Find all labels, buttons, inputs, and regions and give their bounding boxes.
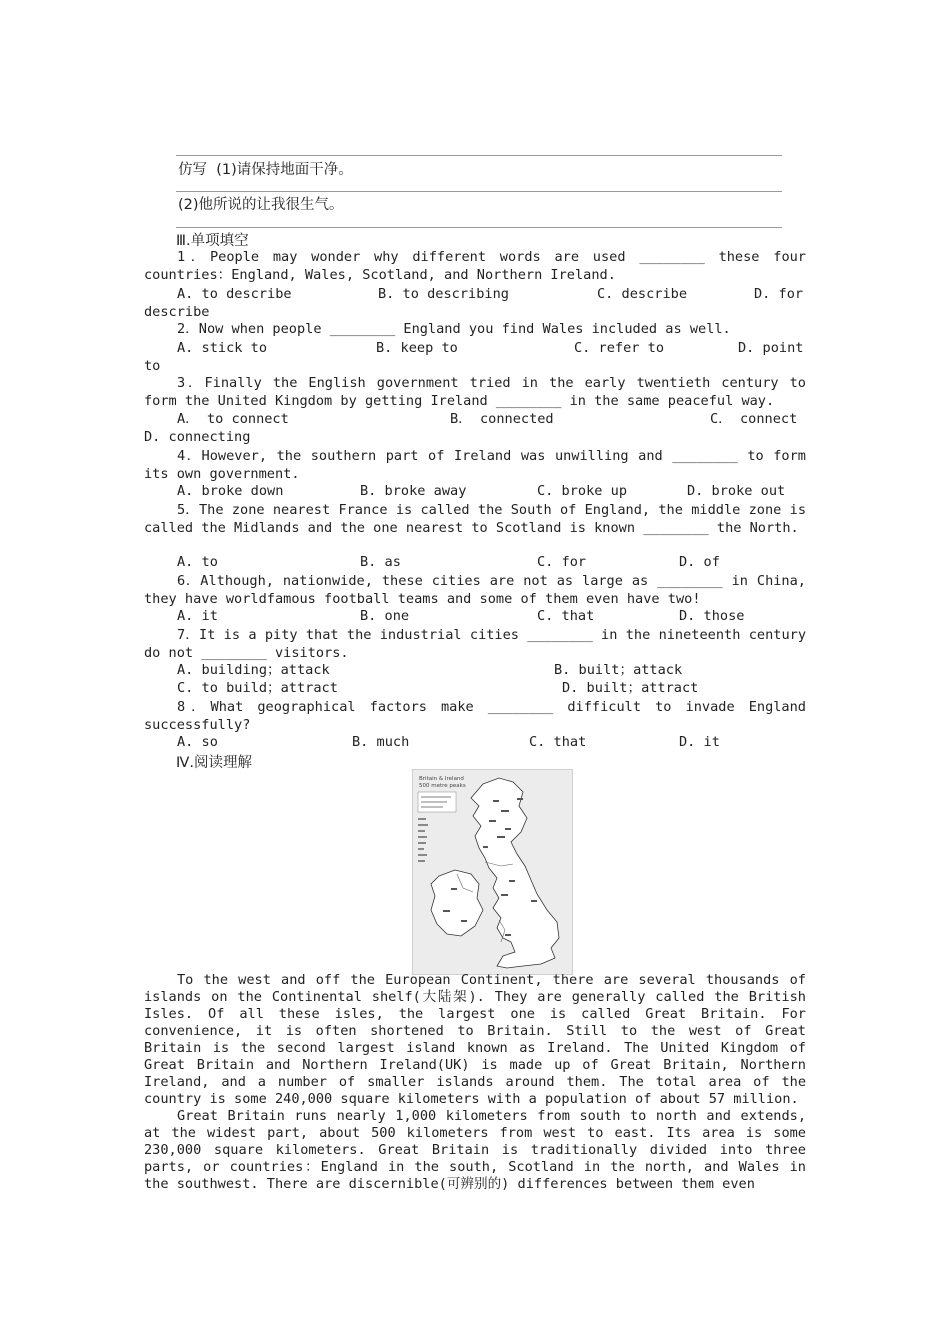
question-6-stem: 6．Although, nationwide, these cities are not as large as ________ in China, they have worldfamous football teams and some of them even have two! xyxy=(144,573,806,607)
option-a: A. building；attack xyxy=(177,662,330,678)
question-1-stem: 1．People may wonder why different words are used ________ these four countries：England, Wales, Scotland, and Northern Ireland. xyxy=(144,249,806,283)
translation-item-2 xyxy=(178,193,344,214)
question-7-options xyxy=(144,661,806,697)
answer-line-1 xyxy=(176,191,782,192)
question-3-stem: 3．Finally the English government tried in the early twentieth century to form the United Kingdom by getting Ireland ________ in the same peaceful way. xyxy=(144,375,806,409)
translation-item-2-text: (2)他所说的让我很生气。 xyxy=(178,197,344,213)
answer-line-top xyxy=(176,155,782,156)
option-b: B. built；attack xyxy=(554,662,683,678)
question-3-options xyxy=(144,410,806,446)
option-c: C． connect xyxy=(710,411,798,427)
reading-passage xyxy=(144,972,806,1193)
section-4-title: Ⅳ.阅读理解 xyxy=(176,755,252,771)
question-4 xyxy=(144,447,806,483)
option-c: C. refer to xyxy=(574,340,665,356)
option-b: B. keep to xyxy=(376,340,458,356)
great-britain-shape xyxy=(471,778,559,968)
option-d: D. built；attract xyxy=(562,680,699,696)
paragraph-1: To the west and off the European Continent, there are several thousands of islands on the Continental shelf(大陆架). They are generally called the British Isles. Of all these isles, the largest one is called Great Britain. For convenience, it is often shortened to Britain. Still to the west of Great Britain is the second largest island known as Ireland. The United Kingdom of Great Britain and Northern Ireland(UK) is made up of Great Britain, Northern Ireland, and a number of smaller islands around them. The total area of the country is some 240,000 square kilometers with a population of about 57 million. xyxy=(144,972,806,1107)
option-c: C. to build；attract xyxy=(177,680,338,696)
map-legend-list xyxy=(418,818,428,862)
map-title-1: Britain & Ireland xyxy=(419,776,464,782)
option-d: D. broke out xyxy=(687,483,786,499)
option-c: C. describe xyxy=(597,286,688,302)
section-3-title: Ⅲ.单项填空 xyxy=(176,233,249,249)
question-3 xyxy=(144,374,806,410)
option-d: D. connecting xyxy=(144,429,251,445)
question-1-options xyxy=(144,285,806,321)
option-a: A. to describe xyxy=(177,286,292,302)
question-6 xyxy=(144,572,806,608)
option-a: A. broke down xyxy=(177,483,284,499)
option-d: D. those xyxy=(679,608,745,624)
question-2-options xyxy=(144,339,806,375)
option-b: B. one xyxy=(360,608,410,624)
option-b: B. much xyxy=(352,734,410,750)
question-8-options xyxy=(144,733,806,751)
option-b: B． connected xyxy=(450,411,554,427)
question-2 xyxy=(144,320,806,338)
option-c: C. that xyxy=(537,608,595,624)
option-b: B. as xyxy=(360,554,401,570)
question-8-stem: 8．What geographical factors make ________ difficult to invade England successfully? xyxy=(144,699,806,733)
option-c: C. broke up xyxy=(537,483,628,499)
option-b: B. to describing xyxy=(378,286,509,302)
option-a: A. stick to xyxy=(177,340,268,356)
map-graphic xyxy=(413,770,572,974)
map-title-2: 500 metre peaks xyxy=(419,783,466,789)
option-d: D. it xyxy=(679,734,720,750)
option-d: D. of xyxy=(679,554,720,570)
paragraph-2: Great Britain runs nearly 1,000 kilometers from south to north and extends, at the widest part, about 500 kilometers from west to east. Its area is some 230,000 square kilometers. Great Britain is traditionally divided into three parts, or countries：England in the south, Scotland in the north, and Wales in the southwest. There are discernible(可辨别的) differences between them even xyxy=(144,1108,806,1192)
question-1 xyxy=(144,248,806,284)
translation-label: 仿写 xyxy=(178,162,207,178)
question-8 xyxy=(144,698,806,734)
ireland-shape xyxy=(431,870,483,936)
question-7 xyxy=(144,626,806,662)
option-a: A. it xyxy=(177,608,218,624)
answer-line-2 xyxy=(176,227,782,228)
option-a: A. so xyxy=(177,734,218,750)
question-4-stem: 4．However, the southern part of Ireland was unwilling and ________ to form its own government. xyxy=(144,448,806,482)
option-a: A. to xyxy=(177,554,218,570)
question-4-options xyxy=(144,482,806,500)
option-d: D. point xyxy=(738,340,804,356)
option-d-wrap: describe xyxy=(144,304,210,320)
option-d-wrap: to xyxy=(144,358,161,374)
option-a: A． to connect xyxy=(177,411,289,427)
question-7-stem: 7．It is a pity that the industrial cities ________ in the nineteenth century do not ________ visitors. xyxy=(144,627,806,661)
question-5-options xyxy=(144,553,806,571)
britain-ireland-map xyxy=(412,769,573,975)
option-c: C. that xyxy=(529,734,587,750)
option-c: C. for xyxy=(537,554,587,570)
translation-item-1 xyxy=(178,158,353,179)
option-d: D. for xyxy=(754,286,804,302)
question-6-options xyxy=(144,607,806,625)
question-2-stem: 2．Now when people ________ England you find Wales included as well. xyxy=(177,321,731,337)
question-5 xyxy=(144,501,806,537)
question-5-stem: 5．The zone nearest France is called the South of England, the middle zone is called the Midlands and the one nearest to Scotland is known ________ the North. xyxy=(144,502,806,536)
option-b: B. broke away xyxy=(360,483,467,499)
translation-item-1-text: (1)请保持地面干净。 xyxy=(216,162,353,178)
